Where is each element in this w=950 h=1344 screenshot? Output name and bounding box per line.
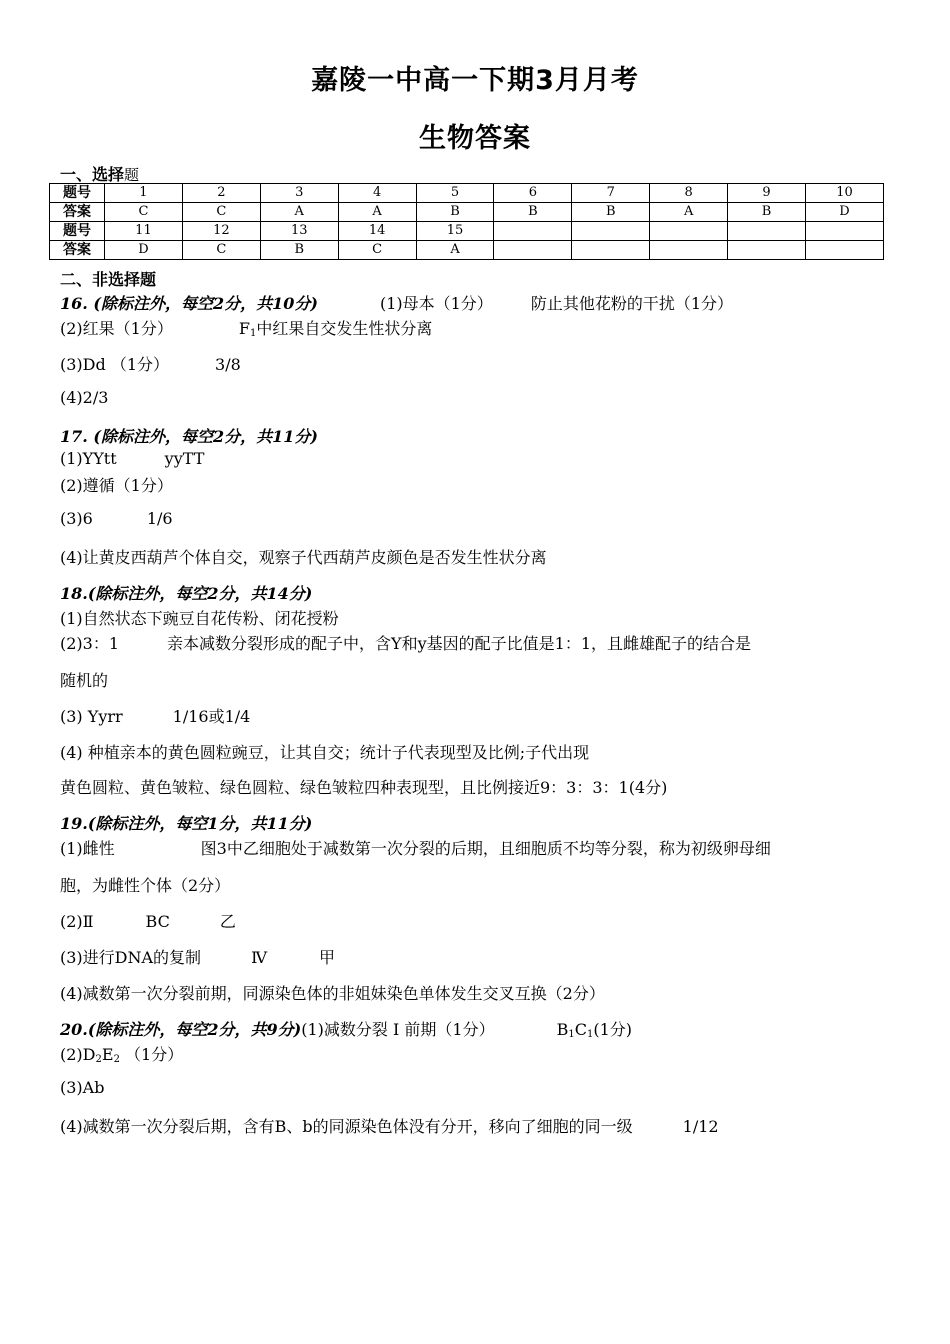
q19-line-4: (4)减数第一次分裂前期，同源染色体的非姐妹染色单体发生交叉互换（2分） (60, 984, 605, 1003)
q17-line-4: (4)让黄皮西葫芦个体自交，观察子代西葫芦皮颜色是否发生性状分离 (60, 548, 547, 567)
q19-answer-2b: BC (145, 912, 170, 931)
section-free-response-heading: 二、非选择题 (60, 270, 157, 289)
q17-line-2: (2)遵循（1分） (60, 476, 173, 495)
q20-line-4 (60, 1114, 719, 1137)
q17-heading: 17. (除标注外，每空2分，共11分) (60, 427, 318, 446)
table-cell: B (572, 203, 650, 222)
table-cell: C (338, 241, 416, 260)
table-row (50, 222, 884, 241)
table-cell: 11 (105, 222, 183, 241)
q16-answer-1b: 防止其他花粉的干扰（1分） (530, 294, 733, 313)
table-cell: 13 (260, 222, 338, 241)
table-cell: 1 (105, 184, 183, 203)
q18-heading: 18.(除标注外，每空2分，共14分) (60, 584, 313, 603)
table-cell: A (260, 203, 338, 222)
q18-answer-3: (3) Yyrr (60, 707, 123, 726)
row-label: 题号 (50, 222, 105, 241)
q17-line-1 (60, 449, 204, 468)
q17-answer-3: (3)6 (60, 509, 93, 528)
q16-line-2 (60, 316, 432, 339)
q17-answer-1: (1)YYtt (60, 449, 117, 468)
table-cell: D (105, 241, 183, 260)
q18-answer-2b: 亲本减数分裂形成的配子中，含Y和y基因的配子比值是1：1，且雌雄配子的结合是 (167, 634, 751, 653)
table-cell: B (494, 203, 572, 222)
table-cell: 9 (728, 184, 806, 203)
q16-answer-2: (2)红果（1分） (60, 319, 173, 338)
q16-answer-3b: 3/8 (215, 355, 241, 374)
table-row (50, 184, 884, 203)
row-label: 题号 (50, 184, 105, 203)
table-cell: B (728, 203, 806, 222)
q16-answer-2b: $F_1$中红果自交发生性状分离 (238, 319, 433, 339)
table-cell: 5 (416, 184, 494, 203)
table-cell (572, 222, 650, 241)
table-cell (494, 222, 572, 241)
q19-line-3 (60, 945, 335, 968)
q20-answer-1b: $B_1C_1(1$分) (556, 1020, 633, 1040)
q19-answer-1b: 图3中乙细胞处于减数第一次分裂的后期，且细胞质不均等分裂，称为初级卵母细 (200, 839, 771, 858)
table-cell: B (416, 203, 494, 222)
q19-line-2 (60, 909, 236, 932)
q20-answer-1: (1)减数分裂 Ⅰ 前期（1分） (301, 1020, 495, 1039)
table-cell: B (260, 241, 338, 260)
table-cell (650, 222, 728, 241)
q17-line-3 (60, 509, 173, 528)
q19-answer-3b: Ⅳ (251, 948, 268, 967)
q20-line-2: $(2)D_2E_2$ （1分） (60, 1045, 184, 1065)
table-cell (650, 241, 728, 260)
table-cell: 8 (650, 184, 728, 203)
table-cell: 7 (572, 184, 650, 203)
table-cell: A (650, 203, 728, 222)
q18-line-3 (60, 704, 250, 727)
table-cell: D (806, 203, 884, 222)
table-cell: 4 (338, 184, 416, 203)
q19-line-1c: 胞，为雌性个体（2分） (60, 876, 231, 895)
table-cell: 10 (806, 184, 884, 203)
q17-answer-1b: yyTT (164, 449, 205, 468)
table-cell (728, 241, 806, 260)
q16-answer-1: (1)母本（1分） (379, 294, 493, 313)
table-cell: 2 (182, 184, 260, 203)
table-cell: 15 (416, 222, 494, 241)
table-cell: 3 (260, 184, 338, 203)
row-label: 答案 (50, 203, 105, 222)
q16-line-3 (60, 352, 241, 375)
q16-answer-3: (3)Dd （1分） (60, 355, 170, 374)
table-cell: C (105, 203, 183, 222)
q20-answer-4: (4)减数第一次分裂后期，含有B、b的同源染色体没有分开，移向了细胞的同一级 (60, 1117, 633, 1136)
q18-answer-3b: 1/16或1/4 (172, 707, 251, 726)
table-cell (728, 222, 806, 241)
q16-heading: 16. (除标注外，每空2分，共10分) (60, 294, 318, 313)
table-cell (806, 222, 884, 241)
q19-heading: 19.(除标注外，每空1分，共11分) (60, 814, 313, 833)
q18-line-2c: 随机的 (60, 671, 109, 690)
q16-line-4: (4)2/3 (60, 388, 109, 407)
table-row (50, 203, 884, 222)
q18-line-2 (60, 631, 751, 654)
answer-table (49, 183, 884, 260)
q17-answer-3b: 1/6 (146, 509, 173, 528)
q19-answer-1: (1)雌性 (60, 839, 115, 858)
q20-line-1 (60, 1017, 632, 1040)
q20-answer-4b: 1/12 (682, 1117, 719, 1136)
q19-line-1 (60, 836, 771, 859)
q18-line-4b: 黄色圆粒、黄色皱粒、绿色圆粒、绿色皱粒四种表现型，且比例接近9：3：3：1(4分) (60, 778, 668, 797)
table-cell: C (182, 203, 260, 222)
table-cell: A (338, 203, 416, 222)
row-label: 答案 (50, 241, 105, 260)
q20-heading: 20.(除标注外，每空2分，共9分) (60, 1020, 302, 1039)
q20-line-3: (3)Ab (60, 1078, 105, 1097)
q18-line-4: (4) 种植亲本的黄色圆粒豌豆，让其自交；统计子代表现型及比例;子代出现 (60, 743, 590, 762)
table-cell (572, 241, 650, 260)
table-cell: 14 (338, 222, 416, 241)
table-cell: 12 (182, 222, 260, 241)
table-row (50, 241, 884, 260)
q19-answer-3: (3)进行DNA的复制 (60, 948, 202, 967)
q19-answer-2c: 乙 (219, 912, 236, 931)
q19-answer-3c: 甲 (319, 948, 336, 967)
table-cell: 6 (494, 184, 572, 203)
table-cell: C (182, 241, 260, 260)
table-cell (494, 241, 572, 260)
table-cell (806, 241, 884, 260)
page-title: 嘉陵一中高一下期3月月考 (311, 65, 639, 96)
table-cell: A (416, 241, 494, 260)
section-multiple-choice-heading: 一、选择题 (60, 165, 140, 184)
q19-answer-2: (2)Ⅱ (60, 912, 94, 931)
q16-line-1 (60, 291, 733, 314)
q18-answer-2: (2)3：1 (60, 634, 120, 653)
q18-line-1: (1)自然状态下豌豆自花传粉、闭花授粉 (60, 609, 339, 628)
page-subtitle: 生物答案 (419, 123, 531, 154)
